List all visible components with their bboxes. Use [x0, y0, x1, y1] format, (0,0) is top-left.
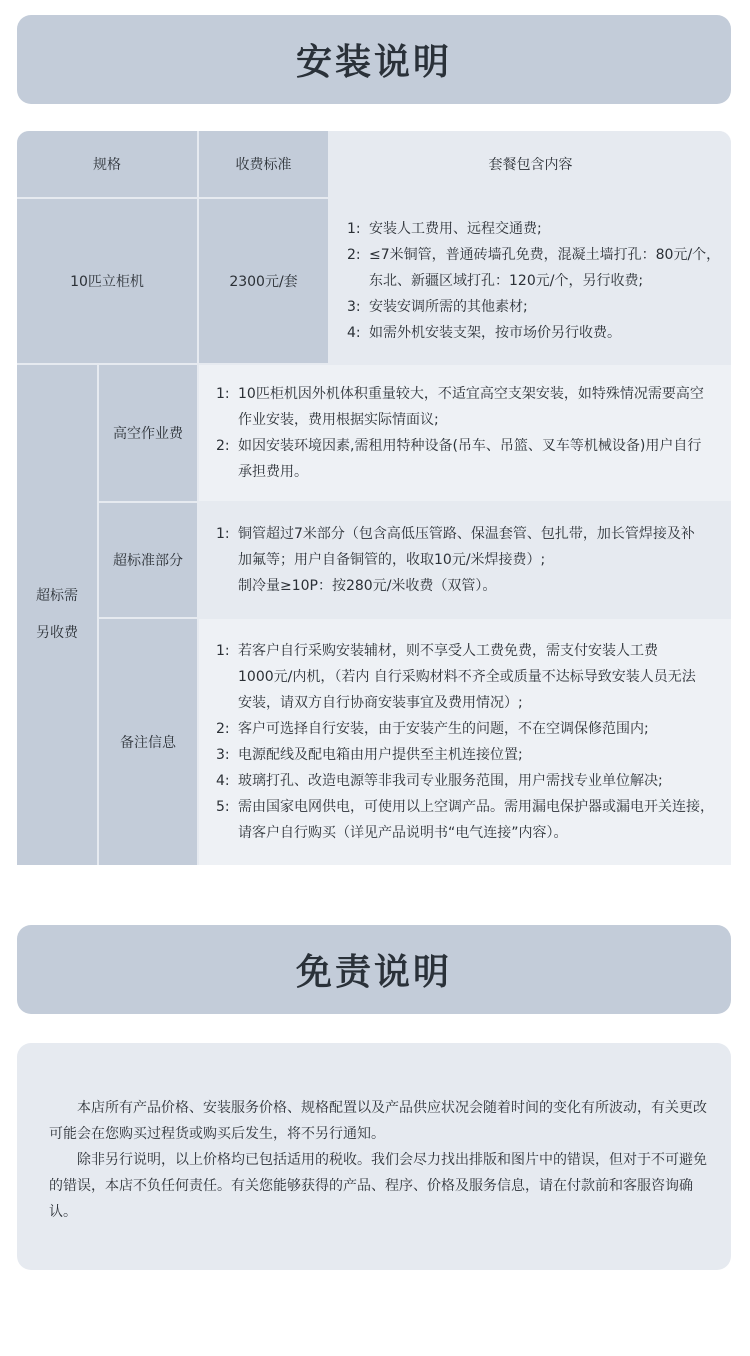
list-item: 2: 客户可选择自行安装，由于安装产生的问题，不在空调保修范围内;: [216, 721, 649, 737]
list-item: 4: 如需外机安装支架，按市场价另行收费。: [347, 325, 621, 341]
list-item: 2: ≤7米铜管，普通砖墙孔免费，混凝土墙打孔：80元/个， 东北、新疆区域打孔：120元/个，另行收费;: [347, 247, 721, 289]
header-content: 套餐包含内容: [330, 131, 731, 197]
list-item: 3: 安装安调所需的其他素材;: [347, 299, 528, 315]
list-item: 4: 玻璃打孔、改造电源等非我司专业服务范围，用户需找专业单位解决;: [216, 773, 663, 789]
disclaimer-box: [17, 1043, 731, 1270]
over-standard-label: 超标准部分: [99, 503, 197, 617]
high-altitude-label: 高空作业费: [99, 365, 197, 501]
list-item: 1: 安装人工费用、远程交通费;: [347, 221, 542, 237]
list-item: 3: 电源配线及配电箱由用户提供至主机连接位置;: [216, 747, 523, 763]
notes-label: 备注信息: [99, 619, 197, 865]
disclaimer-title: 免责说明: [295, 952, 452, 993]
install-table: [17, 131, 731, 865]
disclaimer-title-banner: [17, 925, 731, 1014]
notes-content: [199, 619, 731, 865]
disclaimer-paragraph: 本店所有产品价格、安装服务价格、规格配置以及产品供应状况会随着时间的变化有所波动，有关更改可能会在您购买过程货或购买后发生，将不另行通知。: [49, 1100, 707, 1142]
list-item: 5: 需由国家电网供电，可使用以上空调产品。需用漏电保护器或漏电开关连接， 请客户自行购买（详见产品说明书“电气连接”内容）。: [216, 799, 714, 841]
install-title: 安装说明: [295, 42, 452, 83]
header-spec: 规格: [17, 131, 197, 197]
high-altitude-content: [199, 365, 731, 501]
list-item: 2: 如因安装环境因素,需租用特种设备(吊车、吊篮、叉车等机械设备)用户自行 承担费用。: [216, 438, 702, 480]
list-item: 1: 10匹柜机因外机体积重量较大，不适宜高空支架安装，如特殊情况需要高空 作业安装，费用根据实际情面议;: [216, 386, 704, 428]
extra-charge-label: 超标需 另收费: [17, 365, 97, 865]
header-price: 收费标准: [199, 131, 328, 197]
package-content: [330, 199, 731, 363]
install-title-banner: [17, 15, 731, 104]
list-item: 1: 若客户自行采购安装辅材，则不享受人工费免费，需支付安装人工费 1000元/内机，（若内 自行采购材料不齐全或质量不达标导致安装人员无法 安装，请双方自行协商安装事宜及费用情况）;: [216, 643, 696, 711]
package-price: 2300元/套: [199, 199, 328, 363]
list-item: 1: 铜管超过7米部分（包含高低压管路、保温套管、包扎带，加长管焊接及补 加氟等；用户自备铜管的，收取10元/米焊接费）; 制冷量≥10P：按280元/米收费（双管）。: [216, 526, 695, 594]
package-spec: 10匹立柜机: [17, 199, 197, 363]
over-standard-content: [199, 503, 731, 617]
disclaimer-paragraph: 除非另行说明，以上价格均已包括适用的税收。我们会尽力找出排版和图片中的错误，但对于不可避免的错误，本店不负任何责任。有关您能够获得的产品、程序、价格及服务信息，请在付款前和客服咨询确认。: [49, 1152, 707, 1220]
